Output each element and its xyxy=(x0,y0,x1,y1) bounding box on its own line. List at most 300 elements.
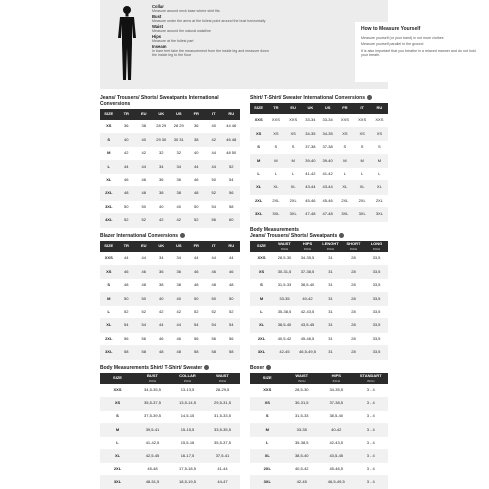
table-cell: 39-40 xyxy=(302,154,319,167)
how-to-measure-box xyxy=(355,22,488,82)
column-header: IT xyxy=(354,103,371,114)
table-cell: 36 xyxy=(170,265,188,278)
table-cell: 41-44 xyxy=(205,463,240,476)
column-header: IT xyxy=(205,109,223,120)
table-cell: 50 xyxy=(188,200,206,213)
table-row xyxy=(100,187,240,200)
table-cell: XS xyxy=(250,127,267,140)
shirt-intl-section xyxy=(250,95,388,222)
shirt-intl-table xyxy=(250,103,388,222)
table-cell: 42 xyxy=(153,214,171,227)
table-row xyxy=(250,114,388,127)
table-cell: 29,5-31,5 xyxy=(205,397,240,410)
table-row xyxy=(100,463,240,476)
table-cell: 58 xyxy=(205,346,223,359)
table-cell: XXS xyxy=(267,114,284,127)
table-row xyxy=(100,332,240,345)
boxer-title: Boxer xyxy=(250,365,388,371)
table-cell: 31 xyxy=(319,306,342,319)
table-cell: 38 xyxy=(153,187,171,200)
how-to-measure-item: It is also important that you breathe in a relaxed manner and do not hold your breath. xyxy=(361,48,476,58)
table-row xyxy=(250,476,388,489)
column-header: RU xyxy=(223,109,241,120)
table-cell: 44 46 xyxy=(223,120,241,133)
table-cell: 56 xyxy=(223,332,241,345)
jeans-intl-section xyxy=(100,95,240,228)
column-header-unit: INCH xyxy=(303,246,312,251)
measure-term: Waist xyxy=(152,24,164,30)
table-cell: 47-48 xyxy=(302,208,319,221)
column-header: UK xyxy=(153,241,171,252)
table-cell: XXS xyxy=(250,252,273,265)
table-row xyxy=(100,252,240,265)
table-cell: 54 xyxy=(223,319,241,332)
table-cell: XL xyxy=(100,174,118,187)
table-cell: 38 xyxy=(170,279,188,292)
table-row xyxy=(100,160,240,173)
table-cell: 60 xyxy=(223,214,241,227)
table-row xyxy=(250,332,388,345)
table-cell: 33,5 xyxy=(365,332,388,345)
table-cell: 3XL xyxy=(250,476,285,489)
table-cell: 50 xyxy=(188,292,206,305)
table-cell: 41-42 xyxy=(302,168,319,181)
table-cell: XXS xyxy=(371,114,388,127)
table-cell: 28 29 xyxy=(170,120,188,133)
table-cell: L xyxy=(267,168,284,181)
column-header: EU xyxy=(285,103,302,114)
table-cell: XXS xyxy=(100,252,118,265)
column-header: FR xyxy=(188,241,206,252)
table-cell: 58 xyxy=(223,200,241,213)
column-header: FR xyxy=(188,109,206,120)
jeans-intl-title: Jeans/ Trousers/ Shorts/ Sweatpants International Conversions xyxy=(100,95,219,107)
table-cell: 36 xyxy=(118,120,136,133)
table-cell: XL xyxy=(250,319,273,332)
column-header-label: WAIST xyxy=(295,373,309,379)
table-cell: 34-35 xyxy=(319,127,336,140)
table-cell: M xyxy=(354,154,371,167)
table-cell: 40 xyxy=(153,200,171,213)
table-cell: 42-43,5 xyxy=(319,436,354,449)
table-cell: L xyxy=(371,168,388,181)
body-shirt-table xyxy=(100,373,240,489)
table-cell: 42 xyxy=(118,147,136,160)
column-header-label: COLLAR xyxy=(179,373,196,379)
table-cell: XS xyxy=(267,127,284,140)
column-header: UK xyxy=(302,103,319,114)
table-cell: XL xyxy=(100,449,135,462)
table-row xyxy=(250,410,388,423)
table-cell: 33-34 xyxy=(319,114,336,127)
table-cell: 52 xyxy=(118,214,136,227)
table-row xyxy=(100,120,240,133)
table-cell: 13-13,5 xyxy=(170,384,205,397)
table-row xyxy=(250,279,388,292)
table-cell: 3XL xyxy=(250,208,267,221)
table-row xyxy=(250,141,388,154)
column-header-label: STANDART xyxy=(359,373,382,379)
table-cell: L xyxy=(250,306,273,319)
table-cell: L xyxy=(336,168,353,181)
column-header-unit: INCH xyxy=(349,246,358,251)
column-header xyxy=(250,373,285,384)
table-row xyxy=(250,384,388,397)
table-cell: XS xyxy=(100,120,118,133)
table-cell: 3XL xyxy=(267,208,284,221)
column-header: IT xyxy=(205,241,223,252)
column-header-label: LENGHT xyxy=(322,241,339,247)
table-cell: 36 xyxy=(188,120,206,133)
table-cell: 43,5-45 xyxy=(319,449,354,462)
table-cell: 52 xyxy=(118,306,136,319)
table-cell: 54 xyxy=(205,200,223,213)
table-cell: 28-29,5 xyxy=(205,384,240,397)
table-cell: 46 xyxy=(188,265,206,278)
table-cell: 31 xyxy=(319,292,342,305)
table-cell: 50 xyxy=(118,200,136,213)
table-cell: S xyxy=(354,141,371,154)
table-cell: 40 xyxy=(118,133,136,146)
column-header: TR xyxy=(118,241,136,252)
table-row xyxy=(250,319,388,332)
table-row xyxy=(100,436,240,449)
column-header-label: SHORT xyxy=(346,241,361,247)
table-row xyxy=(250,265,388,278)
table-header-row xyxy=(100,373,240,384)
table-row xyxy=(250,463,388,476)
table-cell: 46 xyxy=(170,332,188,345)
table-row xyxy=(250,449,388,462)
column-header: US xyxy=(170,109,188,120)
boxer-icon xyxy=(266,365,271,370)
column-header xyxy=(135,373,170,384)
table-cell: 28 xyxy=(342,319,365,332)
table-cell: 31 xyxy=(319,265,342,278)
column-header: SIZE xyxy=(100,109,118,120)
table-cell: 50 xyxy=(223,292,241,305)
measure-term: Hips xyxy=(152,34,162,40)
table-row xyxy=(250,194,388,207)
table-cell: 48 xyxy=(223,279,241,292)
table-cell: XXS xyxy=(285,114,302,127)
table-cell: 31 xyxy=(319,332,342,345)
table-cell: L xyxy=(285,168,302,181)
column-header xyxy=(354,373,389,384)
table-cell: 35,5-37,5 xyxy=(135,397,170,410)
table-cell: 31,5-33 xyxy=(273,279,296,292)
table-cell: 47-48 xyxy=(319,208,336,221)
table-cell: 33,5 xyxy=(365,346,388,359)
table-row xyxy=(250,306,388,319)
table-cell: 33-35 xyxy=(285,423,320,436)
table-cell: 32 xyxy=(170,147,188,160)
table-cell: 48 xyxy=(135,187,153,200)
table-cell: 42-45 xyxy=(273,346,296,359)
table-cell: 31 xyxy=(319,252,342,265)
table-cell: 33,5-35,5 xyxy=(205,423,240,436)
table-cell: 33,5 xyxy=(365,252,388,265)
column-header-unit: INCH xyxy=(326,246,335,251)
table-row xyxy=(100,265,240,278)
column-header xyxy=(100,373,135,384)
table-cell: 3 - 4 xyxy=(354,410,389,423)
column-header xyxy=(319,373,354,384)
table-cell: 31 xyxy=(319,279,342,292)
table-cell: 54 xyxy=(205,319,223,332)
table-cell: 38 xyxy=(135,120,153,133)
column-header xyxy=(273,241,296,252)
table-cell: 48 xyxy=(118,279,136,292)
table-cell: 33-34 xyxy=(302,114,319,127)
table-cell: 44-47 xyxy=(205,476,240,489)
table-cell: S xyxy=(371,141,388,154)
table-cell: M xyxy=(336,154,353,167)
table-cell: 37-38,5 xyxy=(319,397,354,410)
table-cell: 52 xyxy=(223,306,241,319)
table-cell: M xyxy=(250,423,285,436)
column-header xyxy=(365,241,388,252)
table-cell: 52 xyxy=(205,187,223,200)
table-cell: S xyxy=(285,141,302,154)
table-cell: 50 xyxy=(205,174,223,187)
measure-description: Measure at the fullest part xyxy=(152,39,194,44)
column-header-unit: INCH xyxy=(218,378,227,383)
table-cell: L xyxy=(100,436,135,449)
table-cell: 56 xyxy=(135,332,153,345)
table-cell: 3XL xyxy=(354,208,371,221)
table-cell: 50 xyxy=(118,292,136,305)
table-cell: XS xyxy=(100,397,135,410)
shirt-intl-title: Shirt/ T-Shirt/ Sweater International Conversions xyxy=(250,95,388,101)
table-cell: 58 xyxy=(135,346,153,359)
table-row xyxy=(100,384,240,397)
blazer-intl-section xyxy=(100,233,240,360)
table-row xyxy=(250,208,388,221)
table-row xyxy=(250,436,388,449)
table-cell: XS xyxy=(336,127,353,140)
table-cell: 48 50 xyxy=(223,147,241,160)
table-row xyxy=(250,397,388,410)
table-row xyxy=(100,200,240,213)
table-cell: XXS xyxy=(250,384,285,397)
table-cell: 31 xyxy=(319,319,342,332)
table-cell: XL xyxy=(250,449,285,462)
table-cell: 32 xyxy=(153,147,171,160)
how-to-measure-item: Measure yourself parallel to the ground xyxy=(361,42,424,47)
table-row xyxy=(100,174,240,187)
table-cell: 45-48 xyxy=(135,463,170,476)
table-cell: 45-46,5 xyxy=(296,332,319,345)
column-header: TR xyxy=(118,109,136,120)
table-cell: 3 - 4 xyxy=(354,423,389,436)
table-cell: M xyxy=(267,154,284,167)
table-cell: 44 xyxy=(135,252,153,265)
measure-term: Collar xyxy=(152,4,164,9)
table-header-row xyxy=(100,241,240,252)
table-cell: 46 xyxy=(135,174,153,187)
column-header: US xyxy=(170,241,188,252)
table-cell: 38 xyxy=(170,187,188,200)
table-cell: 34-35 xyxy=(302,127,319,140)
table-cell: L xyxy=(100,306,118,319)
table-cell: 48 xyxy=(188,187,206,200)
table-cell: XXS xyxy=(336,114,353,127)
table-cell: 56 xyxy=(223,187,241,200)
table-cell: XL xyxy=(336,181,353,194)
table-cell: 52 xyxy=(135,306,153,319)
table-cell: 33,5 xyxy=(365,292,388,305)
how-to-measure-item: Measure yourself (or your band) in not more clothes xyxy=(361,36,444,40)
table-cell: XXS xyxy=(354,114,371,127)
column-header xyxy=(285,373,320,384)
table-cell: 36 xyxy=(153,174,171,187)
table-cell: XS xyxy=(354,127,371,140)
table-cell: XXS xyxy=(250,114,267,127)
table-cell: 3XL xyxy=(371,208,388,221)
column-header-label: WAIST xyxy=(278,241,291,247)
body-shirt-title: Body Measurements Shirt/ T-Shirt/ Sweater xyxy=(100,365,240,371)
table-cell: 48 xyxy=(153,346,171,359)
table-cell: 43-44 xyxy=(319,181,336,194)
table-cell: 48 xyxy=(170,346,188,359)
table-cell: M xyxy=(250,292,273,305)
table-cell: 44 xyxy=(118,160,136,173)
table-row xyxy=(100,476,240,489)
table-cell: 50 xyxy=(135,200,153,213)
table-cell: L xyxy=(354,168,371,181)
table-cell: M xyxy=(250,154,267,167)
column-header: SIZE xyxy=(250,103,267,114)
table-cell: S xyxy=(100,133,118,146)
table-cell: 2XL xyxy=(100,332,118,345)
table-cell: 33-35 xyxy=(273,292,296,305)
table-cell: 46 xyxy=(188,174,206,187)
column-header: US xyxy=(319,103,336,114)
table-cell: XL xyxy=(285,181,302,194)
table-cell: 56 xyxy=(205,332,223,345)
column-header-label: SIZE xyxy=(113,375,122,381)
table-cell: S xyxy=(250,410,285,423)
table-cell: 13,5-14,5 xyxy=(170,397,205,410)
table-cell: 28 xyxy=(342,279,365,292)
column-header xyxy=(205,373,240,384)
table-cell: 42 xyxy=(153,306,171,319)
table-cell: 34-35,5 xyxy=(296,252,319,265)
table-cell: 48 xyxy=(205,279,223,292)
table-cell: 40 xyxy=(170,200,188,213)
table-cell: 37-38,5 xyxy=(296,265,319,278)
table-cell: 35-38,5 xyxy=(273,306,296,319)
trousers-icon xyxy=(339,233,344,238)
table-cell: 34 xyxy=(153,160,171,173)
measure-description: Measure around the natural waistline xyxy=(152,29,211,34)
table-row xyxy=(100,346,240,359)
table-cell: 48 xyxy=(118,187,136,200)
table-row xyxy=(250,292,388,305)
measure-description: Measure under the arms at the fullest point around the bust horizontally xyxy=(152,19,266,24)
column-header-unit: INCH xyxy=(332,378,340,383)
table-cell: 48 xyxy=(188,279,206,292)
table-cell: 33,5 xyxy=(365,306,388,319)
table-cell: 44 xyxy=(223,252,241,265)
table-cell: 54 xyxy=(223,174,241,187)
table-cell: 54 xyxy=(188,319,206,332)
column-header-unit: INCH xyxy=(372,246,381,251)
table-cell: 52 xyxy=(205,306,223,319)
table-cell: 30 31 xyxy=(170,133,188,146)
table-cell: S xyxy=(336,141,353,154)
table-cell: 43,5-45 xyxy=(296,319,319,332)
jeans-intl-table xyxy=(100,109,240,228)
table-row xyxy=(100,397,240,410)
table-cell: 33,5 xyxy=(365,319,388,332)
table-cell: 2XL xyxy=(100,187,118,200)
blazer-intl-table xyxy=(100,241,240,360)
body-jeans-section xyxy=(250,227,388,360)
body-silhouette-icon xyxy=(112,4,142,84)
table-cell: 34 xyxy=(153,252,171,265)
table-cell: 2XL xyxy=(250,194,267,207)
table-row xyxy=(100,292,240,305)
table-cell: XL xyxy=(267,181,284,194)
table-cell: 45-46,5 xyxy=(319,463,354,476)
measure-term: Bust xyxy=(152,14,162,20)
table-cell: S xyxy=(100,410,135,423)
table-cell: L xyxy=(250,436,285,449)
table-cell: 28 xyxy=(342,292,365,305)
table-cell: 46 xyxy=(205,265,223,278)
table-cell: 2XL xyxy=(285,194,302,207)
table-cell: 3XL xyxy=(100,476,135,489)
table-cell: 44 xyxy=(188,160,206,173)
table-cell: 3XL xyxy=(100,346,118,359)
table-cell: 3XL xyxy=(285,208,302,221)
column-header: SIZE xyxy=(100,241,118,252)
column-header: EU xyxy=(135,109,153,120)
table-cell: 3 - 4 xyxy=(354,463,389,476)
column-header-label: SIZE xyxy=(257,243,266,249)
table-cell: 52 xyxy=(135,214,153,227)
table-row xyxy=(100,410,240,423)
table-cell: 4XL xyxy=(100,214,118,227)
table-cell: 16-17,5 xyxy=(170,449,205,462)
table-cell: 34-35,5 xyxy=(319,384,354,397)
table-cell: 38,5-40 xyxy=(319,410,354,423)
table-cell: L xyxy=(250,168,267,181)
table-header-row xyxy=(250,373,388,384)
table-cell: 35,5-37,5 xyxy=(205,436,240,449)
table-cell: 39,5-41 xyxy=(135,423,170,436)
table-cell: 33,5 xyxy=(365,279,388,292)
table-cell: 15-15,5 xyxy=(170,423,205,436)
table-cell: 54 xyxy=(118,319,136,332)
table-cell: 46,5-49,5 xyxy=(296,346,319,359)
blazer-intl-title: Blazer International Conversions xyxy=(100,233,240,239)
table-cell: 40,5-42 xyxy=(285,463,320,476)
table-cell: 2XL xyxy=(100,463,135,476)
column-header-label: WAIST xyxy=(216,373,229,379)
table-cell: 52 xyxy=(188,306,206,319)
column-header: FR xyxy=(336,103,353,114)
table-cell: 17,5-18,5 xyxy=(170,463,205,476)
table-cell: 56 xyxy=(188,332,206,345)
table-row xyxy=(100,306,240,319)
table-cell: 37-38 xyxy=(319,141,336,154)
body-shirt-section xyxy=(100,365,240,489)
table-cell: 42 xyxy=(135,147,153,160)
table-cell: 3 - 4 xyxy=(354,476,389,489)
